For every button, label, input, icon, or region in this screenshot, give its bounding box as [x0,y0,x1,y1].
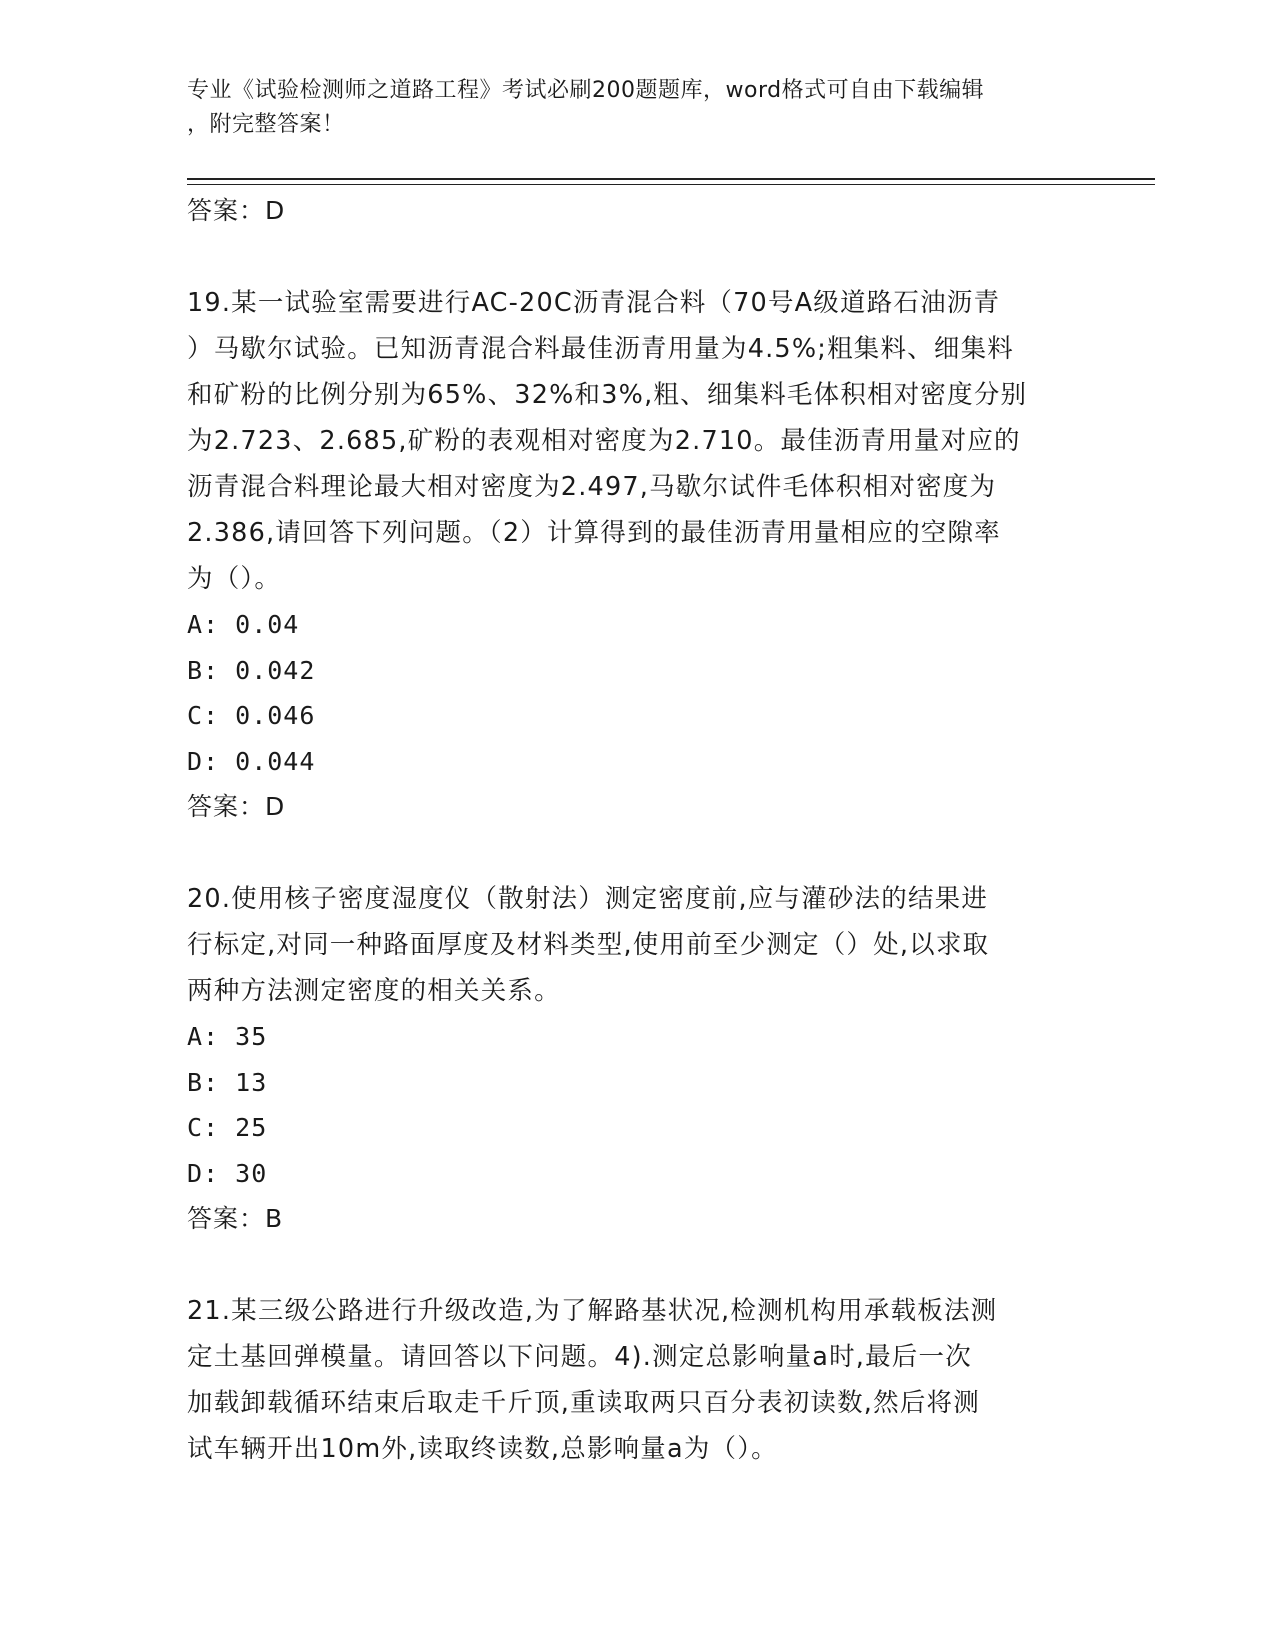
question-19 [187,280,1087,830]
question-19-line-7: 为（）。 [187,564,282,594]
question-21-line-3: 加载卸载循环结束后取走千斤顶,重读取两只百分表初读数,然后将测 [187,1388,980,1418]
question-21 [187,1288,1087,1472]
question-19-line-5: 沥青混合料理论最大相对密度为2.497,马歇尔试件毛体积相对密度为 [187,472,997,502]
question-list [187,188,1087,1472]
question-21-line-1: 21.某三级公路进行升级改造,为了解路基状况,检测机构用承载板法测 [187,1296,998,1326]
question-19-line-1: 19.某一试验室需要进行AC-20C沥青混合料（70号A级道路石油沥青 [187,288,1001,318]
question-20-line-3: 两种方法测定密度的相关关系。 [187,976,561,1006]
question-19-line-6: 2.386,请回答下列问题。（2）计算得到的最佳沥青用量相应的空隙率 [187,518,1001,548]
question-20 [187,876,1087,1242]
question-19-line-3: 和矿粉的比例分别为65%、32%和3%,粗、细集料毛体积相对密度分别 [187,380,1028,410]
question-19-option-c: C: 0.046 [187,701,316,730]
spacer [187,234,1087,280]
question-19-option-a: A: 0.04 [187,610,300,639]
question-21-line-2: 定土基回弹模量。请回答以下问题。4).测定总影响量a时,最后一次 [187,1342,972,1372]
question-19-option-d: D: 0.044 [187,746,316,776]
question-20-option-c: C: 25 [187,1113,268,1142]
header-line-2: ，附完整答案！ [187,112,345,137]
question-20-line-2: 行标定,对同一种路面厚度及材料类型,使用前至少测定（）处,以求取 [187,930,990,960]
question-19-option-b: B: 0.042 [187,655,316,685]
answer-18: 答案：D [187,196,286,225]
question-20-option-b: B: 13 [187,1067,268,1097]
question-19-line-4: 为2.723、2.685,矿粉的表观相对密度为2.710。最佳沥青用量对应的 [187,426,1021,456]
page-header [187,74,1067,142]
header-divider-thin [187,184,1155,185]
answer-19: 答案：D [187,792,286,821]
question-20-option-a: A: 35 [187,1022,268,1051]
spacer [187,1242,1087,1288]
question-20-option-d: D: 30 [187,1158,268,1188]
question-20-line-1: 20.使用核子密度湿度仪（散射法）测定密度前,应与灌砂法的结果进 [187,884,989,914]
spacer [187,830,1087,876]
question-21-line-4: 试车辆开出10m外,读取终读数,总影响量a为（）。 [187,1434,778,1464]
question-19-line-2: ）马歇尔试验。已知沥青混合料最佳沥青用量为4.5%;粗集料、细集料 [187,334,1014,364]
answer-20: 答案：B [187,1204,284,1233]
header-divider-thick [187,178,1155,180]
header-line-1: 专业《试验检测师之道路工程》考试必刷200题题库，word格式可自由下载编辑 [187,78,985,103]
